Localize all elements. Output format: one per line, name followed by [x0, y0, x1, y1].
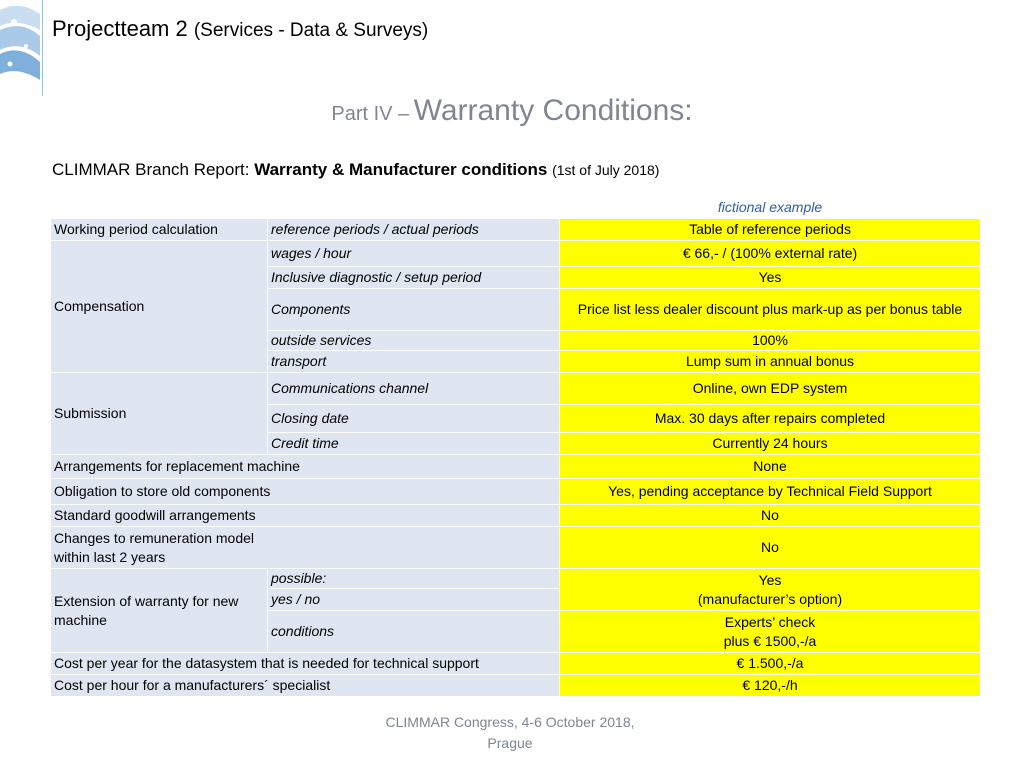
row-value-line: Experts’ check	[724, 613, 816, 630]
row-label: Cost per hour for a manufacturers´ specialist	[51, 675, 560, 697]
row-sublabel: Credit time	[268, 433, 560, 455]
section-prefix: Part IV –	[331, 103, 410, 125]
table-row	[51, 373, 981, 405]
table-row	[51, 455, 981, 479]
row-value: € 66,- / (100% external rate)	[560, 241, 981, 267]
warranty-table	[50, 218, 981, 697]
row-value: No	[560, 505, 981, 527]
section-heading	[0, 94, 1024, 128]
header-divider	[42, 0, 43, 96]
table-row	[51, 569, 981, 589]
row-sublabel: transport	[268, 351, 560, 373]
row-value: Table of reference periods	[560, 219, 981, 241]
row-value: No	[560, 527, 981, 569]
footer	[360, 712, 660, 754]
table-row	[51, 505, 981, 527]
row-value: Online, own EDP system	[560, 373, 981, 405]
row-sublabel: Communications channel	[268, 373, 560, 405]
footer-line: Prague	[487, 735, 533, 751]
table-row	[51, 675, 981, 697]
section-title: Warranty Conditions:	[413, 94, 693, 127]
report-heading	[52, 160, 659, 180]
row-value: Price list less dealer discount plus mark-up as per bonus table	[560, 289, 981, 331]
row-value-line: Yes	[758, 571, 782, 588]
row-sublabel: possible:	[268, 569, 560, 589]
row-sublabel: conditions	[268, 611, 560, 653]
table-row	[51, 479, 981, 505]
page-title	[52, 16, 428, 42]
row-value: Currently 24 hours	[560, 433, 981, 455]
row-value	[560, 611, 981, 653]
row-label: Working period calculation	[51, 219, 268, 241]
title-main: Projectteam 2	[52, 16, 188, 41]
row-sublabel: wages / hour	[268, 241, 560, 267]
row-label-submission: Submission	[51, 373, 268, 455]
title-subtitle: (Services - Data & Surveys)	[193, 20, 429, 41]
row-label	[51, 527, 560, 569]
row-value: Max. 30 days after repairs completed	[560, 405, 981, 433]
row-label: Cost per year for the datasystem that is needed for technical support	[51, 653, 560, 675]
row-value: Yes	[560, 267, 981, 289]
corner-decoration	[0, 0, 44, 88]
table-row	[51, 527, 981, 569]
row-value: € 1.500,-/a	[560, 653, 981, 675]
row-sublabel: Closing date	[268, 405, 560, 433]
row-label: Arrangements for replacement machine	[51, 455, 560, 479]
row-label: Obligation to store old components	[51, 479, 560, 505]
row-label: Standard goodwill arrangements	[51, 505, 560, 527]
row-sublabel: Components	[268, 289, 560, 331]
row-value: 100%	[560, 331, 981, 351]
row-value: Lump sum in annual bonus	[560, 351, 981, 373]
row-value: Yes, pending acceptance by Technical Field Support	[560, 479, 981, 505]
row-label-compensation: Compensation	[51, 241, 268, 373]
report-date: (1st of July 2018)	[552, 162, 660, 178]
report-label: CLIMMAR Branch Report:	[52, 160, 255, 179]
row-sublabel: reference periods / actual periods	[268, 219, 560, 241]
fictional-note: fictional example	[717, 199, 823, 215]
row-value	[560, 569, 981, 611]
row-label-text: Changes to remuneration model within last 2 years	[54, 529, 255, 565]
row-sublabel: outside services	[268, 331, 560, 351]
row-value: None	[560, 455, 981, 479]
row-sublabel: Inclusive diagnostic / setup period	[268, 267, 560, 289]
row-label-extension: Extension of warranty for new machine	[51, 569, 268, 653]
report-bold-title: Warranty & Manufacturer conditions	[254, 160, 548, 179]
row-value-line: plus € 1500,-/a	[723, 632, 817, 649]
footer-line: CLIMMAR Congress, 4-6 October 2018,	[385, 714, 635, 730]
table-row	[51, 219, 981, 241]
row-value: € 120,-/h	[560, 675, 981, 697]
table-row	[51, 653, 981, 675]
row-value-line: (manufacturer’s option)	[697, 590, 843, 607]
table-row	[51, 241, 981, 267]
row-sublabel: yes / no	[268, 589, 560, 611]
